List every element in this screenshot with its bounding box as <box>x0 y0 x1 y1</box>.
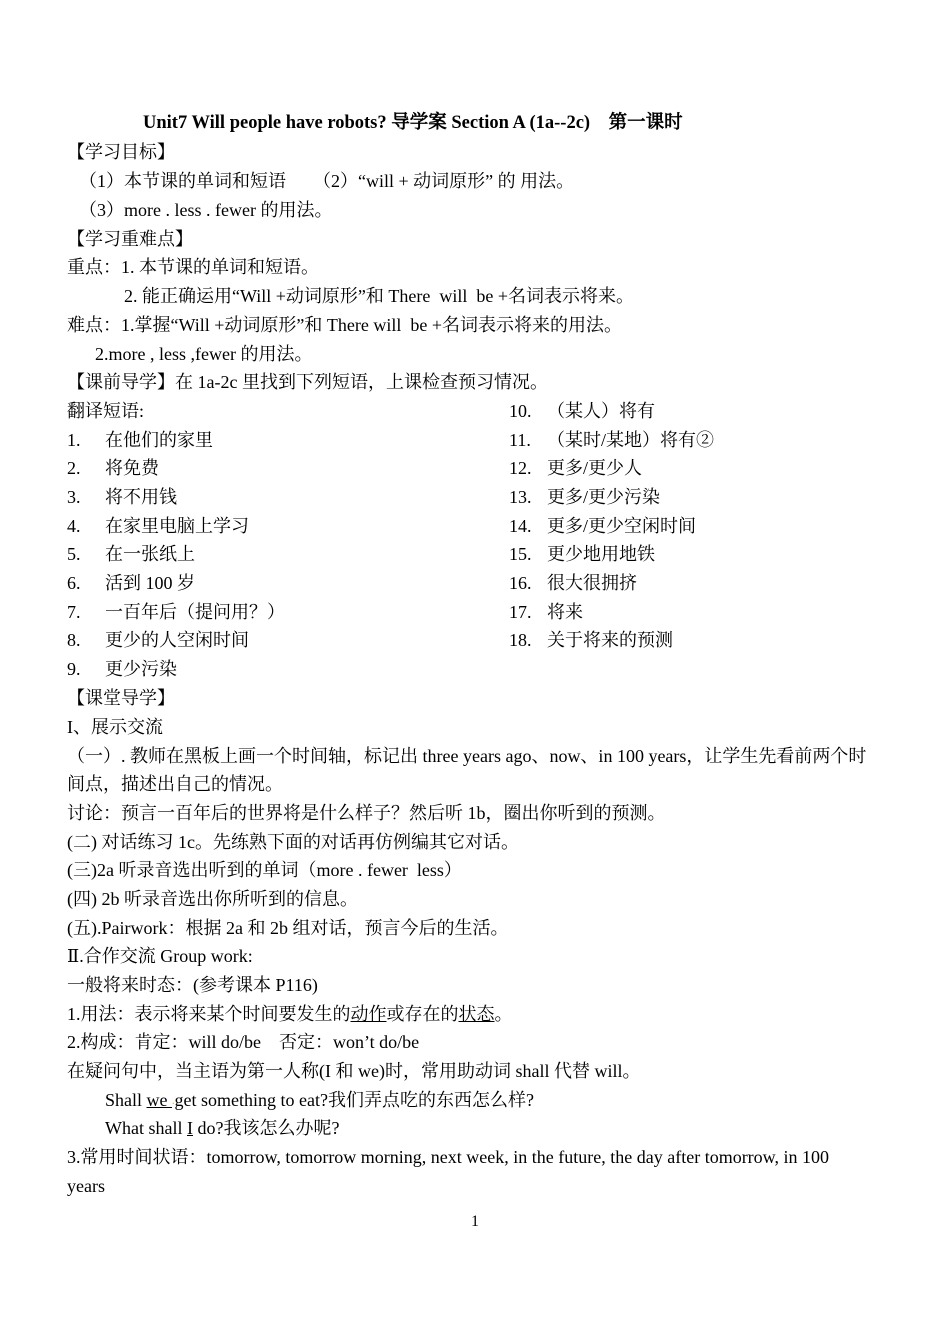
phrase-item: 5. 在一张纸上 <box>67 544 195 564</box>
step-1-line-1: （一）. 教师在黑板上画一个时间轴，标记出 three years ago、now、in 100 years，让学生先看前两个时 <box>67 746 867 766</box>
phrase-item: 14. 更多/更少空闲时间 <box>509 516 697 536</box>
usage-line: 1.用法：表示将来某个时间要发生的动作或存在的状态。 <box>67 1004 513 1024</box>
step-2: (二) 对话练习 1c。先练熟下面的对话再仿例编其它对话。 <box>67 832 519 852</box>
phrase-item: 10. （某人）将有 <box>509 401 655 421</box>
keypoint-difficult-1: 难点：1.掌握“Will +动词原形”和 There will be +名词表示将来的用法。 <box>67 315 623 335</box>
phrase-item: 4. 在家里电脑上学习 <box>67 516 249 536</box>
keypoints-heading: 【学习重难点】 <box>67 229 193 249</box>
step-4: (四) 2b 听录音选出你所听到的信息。 <box>67 889 358 909</box>
phrase-item: 2. 将免费 <box>67 458 159 478</box>
keypoint-focus-2: 2. 能正确运用“Will +动词原形”和 There will be +名词表示将来。 <box>124 286 635 306</box>
adverbials-line-2: years <box>67 1176 105 1196</box>
phrase-item: 18. 关于将来的预测 <box>509 630 673 650</box>
example-sentence-2: What shall I do?我该怎么办呢? <box>105 1118 340 1138</box>
page-title: Unit7 Will people have robots? 导学案 Section A (1a--2c) 第一课时 <box>143 113 683 133</box>
question-note: 在疑问句中，当主语为第一人称(I 和 we)时，常用助动词 shall 代替 will。 <box>67 1061 641 1081</box>
phrase-item: 1. 在他们的家里 <box>67 430 213 450</box>
phrase-item: 9. 更少污染 <box>67 659 177 679</box>
phrase-item: 6. 活到 100 岁 <box>67 573 195 593</box>
objectives-line-2: （3）more . less . fewer 的用法。 <box>79 200 333 220</box>
phrase-item: 3. 将不用钱 <box>67 487 177 507</box>
objectives-heading: 【学习目标】 <box>67 142 175 162</box>
objectives-line-1: （1）本节课的单词和短语 （2）“will + 动词原形” 的 用法。 <box>79 171 575 191</box>
phrase-item: 15. 更少地用地铁 <box>509 544 655 564</box>
section-1-heading: I、展示交流 <box>67 717 163 737</box>
phrase-item: 7. 一百年后（提问用？） <box>67 602 285 622</box>
adverbials-line-1: 3.常用时间状语：tomorrow, tomorrow morning, next week, in the future, the day after tomorrow, in 100 <box>67 1147 830 1167</box>
step-3: (三)2a 听录音选出听到的单词（more . fewer less） <box>67 860 462 880</box>
translate-label: 翻译短语: <box>67 401 145 421</box>
keypoint-difficult-2: 2.more , less ,fewer 的用法。 <box>95 344 313 364</box>
example-sentence-1: Shall we .get something to eat?我们弄点吃的东西怎么样? <box>105 1090 534 1110</box>
structure-line: 2.构成：肯定：will do/be 否定：won’t do/be <box>67 1032 420 1052</box>
step-1-line-2: 间点，描述出自己的情况。 <box>67 774 283 794</box>
discussion-text: 讨论：预言一百年后的世界将是什么样子？然后听 1b，圈出你听到的预测。 <box>67 803 666 823</box>
phrase-item: 13. 更多/更少污染 <box>509 487 661 507</box>
classroom-heading: 【课堂导学】 <box>67 688 175 708</box>
phrase-item: 17. 将来 <box>509 602 583 622</box>
phrase-item: 12. 更多/更少人 <box>509 458 643 478</box>
preview-heading: 【课前导学】在 1a-2c 里找到下列短语，上课检查预习情况。 <box>67 372 548 392</box>
keypoint-focus-1: 重点：1. 本节课的单词和短语。 <box>67 257 319 277</box>
phrase-item: 11. （某时/某地）将有② <box>509 430 715 450</box>
tense-heading: 一般将来时态：(参考课本 P116) <box>67 975 318 995</box>
phrase-item: 8. 更少的人空闲时间 <box>67 630 249 650</box>
section-2-heading: Ⅱ.合作交流 Group work: <box>67 946 253 966</box>
page-number: 1 <box>471 1213 479 1230</box>
phrase-item: 16. 很大很拥挤 <box>509 573 637 593</box>
step-5: (五).Pairwork：根据 2a 和 2b 组对话，预言今后的生活。 <box>67 918 509 938</box>
